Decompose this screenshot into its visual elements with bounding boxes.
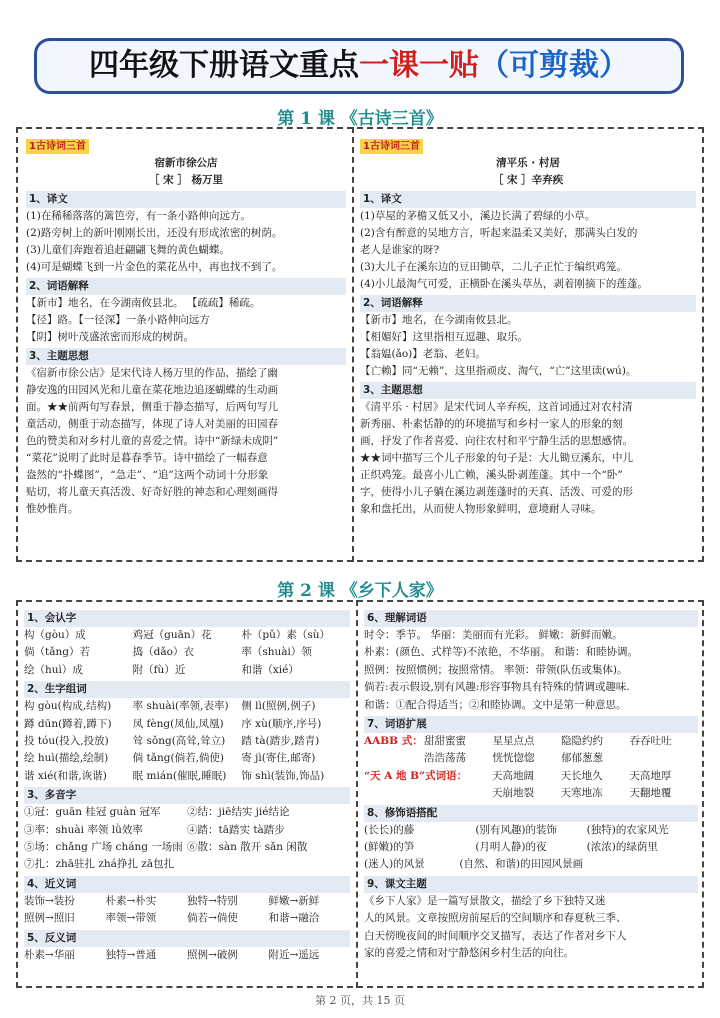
recognize-item: 绘（huì）成 — [24, 663, 83, 676]
atian-row — [364, 768, 698, 785]
theme-line: 盎然的“扑蝶图”，“急走”、“追”这两个动词十分形象 — [26, 469, 269, 481]
modifier-row — [364, 839, 698, 856]
section-heading: 1、译文 — [26, 191, 346, 208]
poly-item: ⑦扎：zhā驻扎 zhá挣扎 zā包扎 — [24, 858, 175, 871]
poly-item — [187, 856, 350, 873]
recognize-item: 捣（dǎo）衣 — [132, 646, 194, 659]
poly-row — [24, 856, 350, 873]
word-line: 【亡赖】同“无赖”，这里指顽皮、淘气，“亡”这里读(wú)。 — [360, 365, 637, 377]
modifier-item: (别有风趣)的装饰 — [475, 823, 558, 836]
modifier-item: (长长)的藤 — [364, 823, 415, 836]
write-item: 侧 lì(照例,例子) — [241, 700, 316, 713]
translation-line: (4)可是蝴蝶飞到一片金色的菜花丛中，再也找不到了。 — [26, 261, 283, 273]
atian-item: 天高地阔 — [492, 769, 534, 782]
atian-item: 天长地久 — [560, 769, 603, 782]
theme-line: 童活动，侧重于动态描写，体现了诗人对美丽的田园春 — [26, 418, 278, 430]
synonym-item: 照例→照旧 — [24, 912, 75, 925]
title-part2: 一课一贴 — [359, 48, 479, 83]
aabb-item: 甜甜蜜蜜 — [424, 735, 466, 748]
poem-tag: 1古诗词三首 — [26, 139, 89, 154]
poem-title: 清平乐 · 村居 — [496, 157, 560, 169]
word-line: 【翁媪(ǎo)】老翁、老妇。 — [360, 348, 486, 360]
theme-line: 画，抒发了作者喜爱、向往农村和平宁静生活的思想感情。 — [360, 435, 633, 447]
translation-line: (3)大儿子在溪东边的豆田锄草，二儿子正忙于编织鸡笼。 — [360, 261, 627, 273]
write-item: 饰 shì(装饰,饰品) — [241, 769, 325, 782]
recognize-row — [24, 662, 350, 679]
atian-spacer — [364, 785, 492, 802]
poem-title: 宿新市徐公店 — [154, 157, 218, 169]
poly-item: ①冠：guān 桂冠 guàn 冠军 — [24, 806, 161, 819]
aabb-item: 吞吞吐吐 — [629, 735, 672, 748]
atian-row — [364, 785, 698, 802]
section-heading: 3、主题思想 — [360, 382, 696, 399]
lesson2-title: 第 2 课 《乡下人家》 — [277, 581, 443, 601]
understand-line: 朴素：(颜色、式样等)不浓艳，不华丽。 和谐：和睦协调。 — [364, 646, 639, 659]
translation-line: (2)含有醉意的吴地方言，听起来温柔又美好，那满头白发的 — [360, 227, 638, 239]
modifier-item: (自然、和谐)的田园风景画 — [459, 858, 584, 871]
synonym-row — [24, 910, 350, 927]
aabb-item: 星星点点 — [492, 735, 535, 748]
poly-item: ②结：jiē结实 jié结论 — [187, 806, 290, 819]
modifier-row — [364, 822, 698, 839]
theme-line: 《宿新市徐公店》是宋代诗人杨万里的作品，描绘了幽 — [26, 367, 278, 379]
modifier-item: (独特)的农家风光 — [586, 823, 669, 836]
section-heading: 1、译文 — [360, 191, 696, 208]
modifier-item: (月明人静)的夜 — [475, 841, 547, 854]
section-heading: 2、词语解释 — [360, 295, 696, 312]
understand-line: 照例：按照惯例；按照常情。 率领：带领(队伍或集体)。 — [364, 663, 628, 676]
write-item: 寄 jì(寄住,邮寄) — [241, 752, 316, 765]
theme-line: 字，使得小儿子躺在溪边剥莲蓬时的天真、活泼、可爱的形 — [360, 486, 633, 498]
section-heading: 3、主题思想 — [26, 348, 346, 365]
write-item: 倘 tǎng(倘若,倘使) — [132, 752, 225, 765]
theme-line: 贴切，将儿童天真活泼、好奇好胜的神态和心理刻画得 — [26, 486, 278, 498]
translation-line: 老人是谁家的呀? — [360, 244, 440, 256]
aabb-item: 浩浩荡荡 — [424, 752, 466, 765]
aabb-label: AABB 式： — [364, 735, 423, 748]
translation-line: (1)在稀稀落落的篱笆旁，有一条小路伸向远方。 — [26, 210, 251, 222]
write-item: 蹲 dūn(蹲着,蹲下) — [24, 717, 112, 730]
write-row — [24, 698, 350, 715]
write-item: 踏 tà(踏步,踏青) — [241, 735, 320, 748]
poly-item: ⑥散：sàn 散开 sǎn 闲散 — [187, 841, 308, 854]
section-heading: 5、反义词 — [24, 930, 350, 947]
synonym-item: 鲜嫩→新鲜 — [268, 894, 320, 907]
word-line: 【阴】树叶茂盛浓密而形成的树荫。 — [26, 331, 194, 343]
atian-item: 天高地厚 — [629, 769, 672, 782]
theme-line: “菜花”说明了此时是暮春季节。诗中描绘了一幅春意 — [26, 452, 268, 464]
word-line: 【新市】地名，在今湖南攸县北。 【疏疏】稀疏。 — [26, 297, 261, 309]
lesson1-title: 第 1 课 《古诗三首》 — [277, 109, 443, 129]
understand-line: 和谐：①配合得适当；②和睦协调。文中是第一种意思。 — [364, 698, 627, 711]
theme-line: 正织鸡笼。最喜小儿亡赖，溪头卧剥莲蓬。其中一个“卧” — [360, 469, 623, 481]
translation-line: (3)儿童们奔跑着追赶翩翩飞舞的黄色蝴蝶。 — [26, 244, 230, 256]
lesson1-right-column — [360, 138, 696, 518]
poly-row — [24, 839, 350, 856]
lesson1-left-column — [26, 138, 346, 518]
poly-item: ④踏：tā踏实 tà踏步 — [187, 823, 285, 836]
page-title — [34, 38, 684, 94]
write-item: 凤 fèng(凤仙,凤凰) — [132, 717, 224, 730]
section-heading: 2、生字组词 — [24, 681, 350, 698]
antonym-item: 朴素→华丽 — [24, 948, 75, 961]
write-row — [24, 750, 350, 767]
section-heading: 4、近义词 — [24, 876, 350, 893]
modifier-row — [364, 856, 698, 873]
translation-line: (2)路旁树上的新叶刚刚长出，还没有形成浓密的树荫。 — [26, 227, 283, 239]
modifier-item: (迷人)的风景 — [364, 858, 425, 871]
antonym-item: 照例→破例 — [187, 948, 238, 961]
synonym-item: 和谐→融洽 — [268, 912, 320, 925]
recognize-row — [24, 644, 350, 661]
poly-item: ⑤场：chǎng 广场 cháng 一场雨 — [24, 841, 183, 854]
modifier-item: (鲜嫩)的笋 — [364, 841, 415, 854]
synonym-item: 率领→带领 — [105, 912, 157, 925]
write-item: 眠 mián(催眠,睡眠) — [132, 769, 227, 782]
theme-line: ★★词中描写三个儿子形象的句子是：大儿锄豆溪东，中儿 — [360, 452, 633, 464]
atian-label: “天 A 地 B”式词语： — [364, 769, 468, 782]
write-row — [24, 768, 350, 785]
title-part1: 四年级下册语文重点 — [89, 48, 359, 83]
theme-line: 色的赞美和对乡村儿童的喜爱之情。诗中“新绿未成阴” — [26, 435, 279, 447]
section-heading: 9、课文主题 — [364, 876, 698, 893]
synonym-item: 装饰→装扮 — [24, 894, 75, 907]
antonym-row — [24, 947, 350, 964]
aabb-row — [364, 733, 698, 750]
synonym-item: 朴素→朴实 — [105, 894, 157, 907]
atian-item: 天寒地冻 — [560, 787, 603, 800]
write-item: 投 tóu(投入,投放) — [24, 735, 109, 748]
aabb-spacer — [364, 750, 424, 767]
atian-item: 天翻地覆 — [629, 787, 672, 800]
theme-line: 象和盘托出，从而使人物形象鲜明，意境耐人寻味。 — [360, 503, 602, 515]
poem-tag: 1古诗词三首 — [360, 139, 423, 154]
recognize-item: 鸡冠（guān）花 — [132, 629, 212, 641]
translation-line: (1)草屋的茅檐又低又小，溪边长满了碧绿的小草。 — [360, 210, 596, 222]
theme-line: 静安逸的田园风光和儿童在菜花地边追逐蝴蝶的生动画 — [26, 384, 278, 396]
write-item: 耸 sǒng(高耸,耸立) — [132, 735, 226, 748]
section-heading: 7、词语扩展 — [364, 716, 698, 733]
recognize-row — [24, 627, 350, 644]
synonym-row — [24, 893, 350, 910]
word-line: 【相媚好】这里指相互逗趣、取乐。 — [360, 331, 528, 343]
recognize-item: 朴（pǔ）素（sù） — [241, 629, 330, 641]
lesson1-divider — [352, 127, 354, 562]
write-item: 构 gòu(构成,结构) — [24, 700, 112, 713]
write-item: 绘 huì(描绘,绘制) — [24, 752, 109, 765]
theme-line: 人的风景。文章按照房前屋后的空间顺序和春夏秋三季、 — [364, 912, 627, 925]
theme-line: 白天傍晚夜间的时间顺序交叉描写，表达了作者对乡下人 — [364, 929, 627, 942]
theme-line: 《乡下人家》是一篇写景散文，描绘了乡下独特又迷 — [364, 894, 606, 907]
aabb-item — [630, 750, 699, 767]
section-heading: 1、会认字 — [24, 610, 350, 627]
poly-row — [24, 804, 350, 821]
atian-item: 天崩地裂 — [492, 787, 534, 800]
page-footer: 第 2 页，共 15 页 — [315, 994, 405, 1007]
antonym-item: 独特→普通 — [105, 948, 157, 961]
understand-line: 倘若:表示假设,别有风趣:形容事物具有特殊的情调或趣味. — [364, 681, 630, 694]
synonym-item: 独特→特别 — [187, 894, 238, 907]
write-item: 谐 xié(和谐,诙谐) — [24, 769, 107, 782]
aabb-item: 郁郁葱葱 — [561, 752, 603, 765]
lesson2-right-column — [364, 608, 698, 963]
modifier-item: (浓浓)的绿荫里 — [586, 841, 658, 854]
section-heading: 8、修饰语搭配 — [364, 805, 698, 822]
theme-line: 惟妙惟肖。 — [26, 503, 79, 515]
translation-line: (4)小儿最淘气可爱，正横卧在溪头草丛，剥着刚摘下的莲蓬。 — [360, 278, 648, 290]
recognize-item: 附（fù）近 — [132, 663, 186, 676]
theme-line: 《清平乐 · 村居》是宋代词人辛弃疾，这首词通过对农村清 — [360, 401, 633, 413]
recognize-item: 构（gòu）成 — [24, 629, 86, 641]
theme-line: 面。★★前两句写春景，侧重于静态描写，后两句写儿 — [26, 401, 278, 413]
lesson2-divider — [356, 600, 358, 988]
poem-author: ［ 宋 ］ 杨万里 — [149, 174, 223, 186]
section-heading: 6、理解词语 — [364, 610, 698, 627]
understand-line: 时令：季节。 华丽：美丽而有光彩。 鲜嫩：新鲜而嫩。 — [364, 629, 623, 641]
lesson2-left-column — [24, 608, 350, 964]
aabb-item: 隐隐约约 — [561, 735, 603, 748]
title-part3: （可剪裁） — [479, 48, 629, 83]
theme-line: 新秀丽、朴素恬静的的环境描写和乡村一家人的形象的刻 — [360, 418, 623, 430]
poem-author: ［ 宋 ］辛弃疾 — [492, 174, 564, 186]
recognize-item: 率（shuài）领 — [241, 646, 312, 659]
write-row — [24, 733, 350, 750]
write-item: 率 shuài(率领,表率) — [132, 700, 229, 713]
poly-row — [24, 822, 350, 839]
recognize-item: 倘（tǎng）若 — [24, 646, 90, 659]
recognize-item: 和谐（xié） — [241, 663, 299, 676]
section-heading: 2、词语解释 — [26, 278, 346, 295]
poly-item: ③率：shuài 率领 lǜ效率 — [24, 823, 143, 836]
word-line: 【新市】地名，在今湖南攸县北。 — [360, 314, 518, 326]
aabb-row — [364, 750, 698, 767]
word-line: 【径】路。【一径深】一条小路伸向远方 — [26, 314, 210, 326]
synonym-item: 倘若→倘使 — [187, 912, 238, 925]
write-item: 序 xù(顺序,序号) — [241, 717, 322, 730]
antonym-item: 附近→遥远 — [268, 948, 320, 961]
write-row — [24, 716, 350, 733]
aabb-item: 恍恍惚惚 — [492, 752, 535, 765]
theme-line: 家的喜爱之情和对宁静悠闲乡村生活的向往。 — [364, 947, 574, 960]
section-heading: 3、多音字 — [24, 787, 350, 804]
